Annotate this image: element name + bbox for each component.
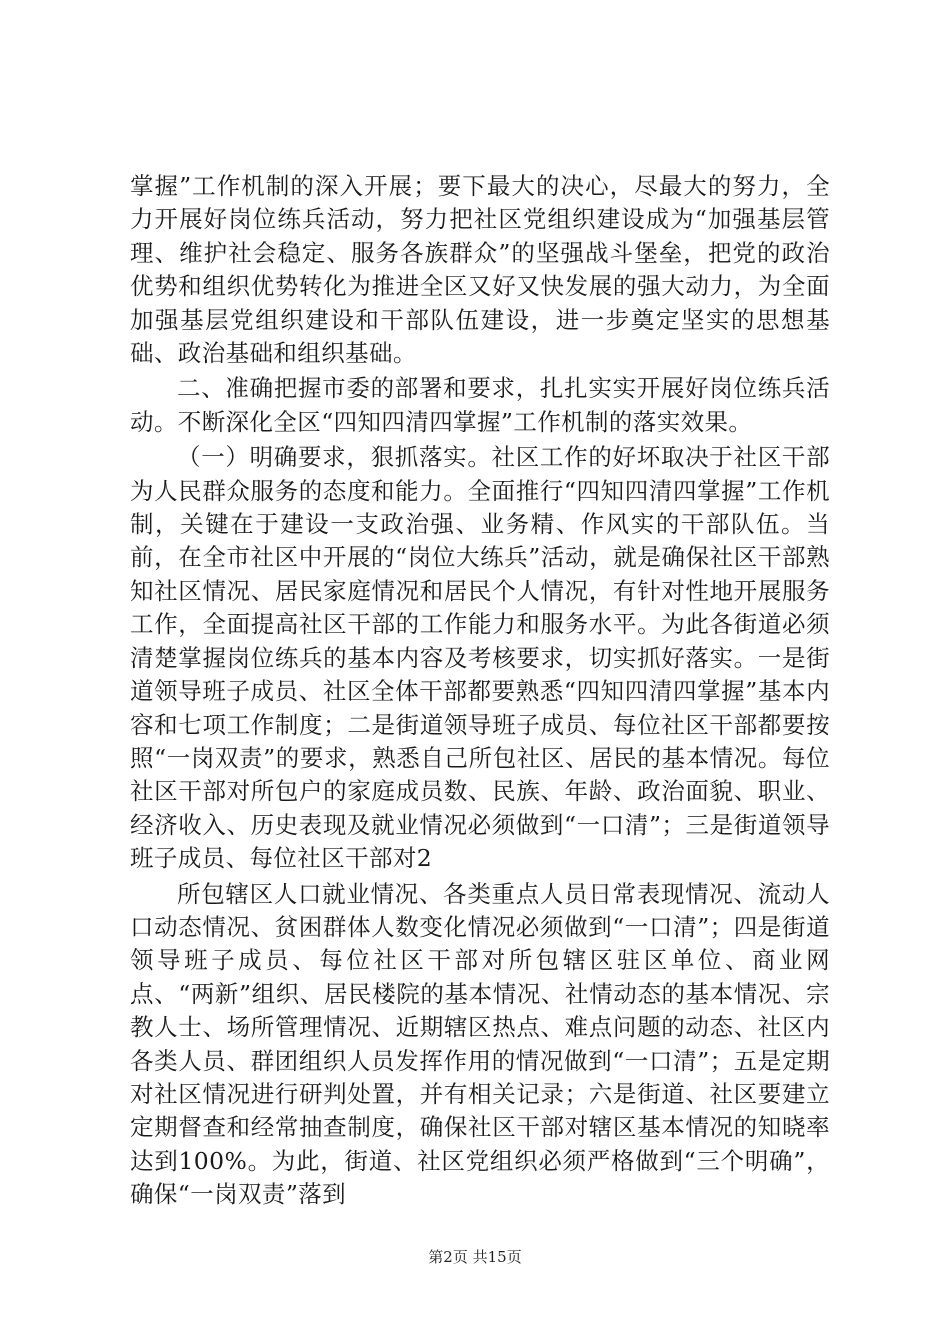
- document-body: [130, 170, 830, 1212]
- paragraph-1: 掌握”工作机制的深入开展；要下最大的决心，尽最大的努力，全力开展好岗位练兵活动，努力把社区党组织建设成为“加强基层管理、维护社会稳定、服务各族群众”的坚强战斗堡垒，把党的政治优势和组织优势转化为推进全区又好又快发展的强大动力，为全面加强基层党组织建设和干部队伍建设，进一步奠定坚实的思想基础、政治基础和组织基础。: [130, 172, 830, 368]
- paragraph-4: 所包辖区人口就业情况、各类重点人员日常表现情况、流动人口动态情况、贫困群体人数变化情况必须做到“一口清”；四是街道领导班子成员、每位社区干部对所包辖区驻区单位、商业网点、“两新”组织、居民楼院的基本情况、社情动态的基本情况、宗教人士、场所管理情况、近期辖区热点、难点问题的动态、社区内各类人员、群团组织人员发挥作用的情况做到“一口清”；五是定期对社区情况进行研判处置，并有相关记录；六是街道、社区要建立定期督查和经常抽查制度，确保社区干部对辖区基本情况的知晓率达到100%。为此，街道、社区党组织必须严格做到“三个明确”，确保“一岗双责”落到: [130, 879, 830, 1209]
- paragraph-2: 二、准确把握市委的部署和要求，扎扎实实开展好岗位练兵活动。不断深化全区“四知四清四掌握”工作机制的落实效果。: [130, 374, 830, 436]
- paragraph-3: （一）明确要求，狠抓落实。社区工作的好坏取决于社区干部为人民群众服务的态度和能力。全面推行“四知四清四掌握”工作机制，关键在于建设一支政治强、业务精、作风实的干部队伍。当前，在全市社区中开展的“岗位大练兵”活动，就是确保社区干部熟知社区情况、居民家庭情况和居民个人情况，有针对性地开展服务工作，全面提高社区干部的工作能力和服务水平。为此各街道必须清楚掌握岗位练兵的基本内容及考核要求，切实抓好落实。一是街道领导班子成员、社区全体干部都要熟悉“四知四清四掌握”基本内容和七项工作制度；二是街道领导班子成员、每位社区干部都要按照“一岗双责”的要求，熟悉自己所包社区、居民的基本情况。每位社区干部对所包户的家庭成员数、民族、年龄、政治面貌、职业、经济收入、历史表现及就业情况必须做到“一口清”；三是街道领导班子成员、每位社区干部对2: [130, 443, 830, 873]
- page-number-footer: 第2页 共15页: [428, 1248, 522, 1266]
